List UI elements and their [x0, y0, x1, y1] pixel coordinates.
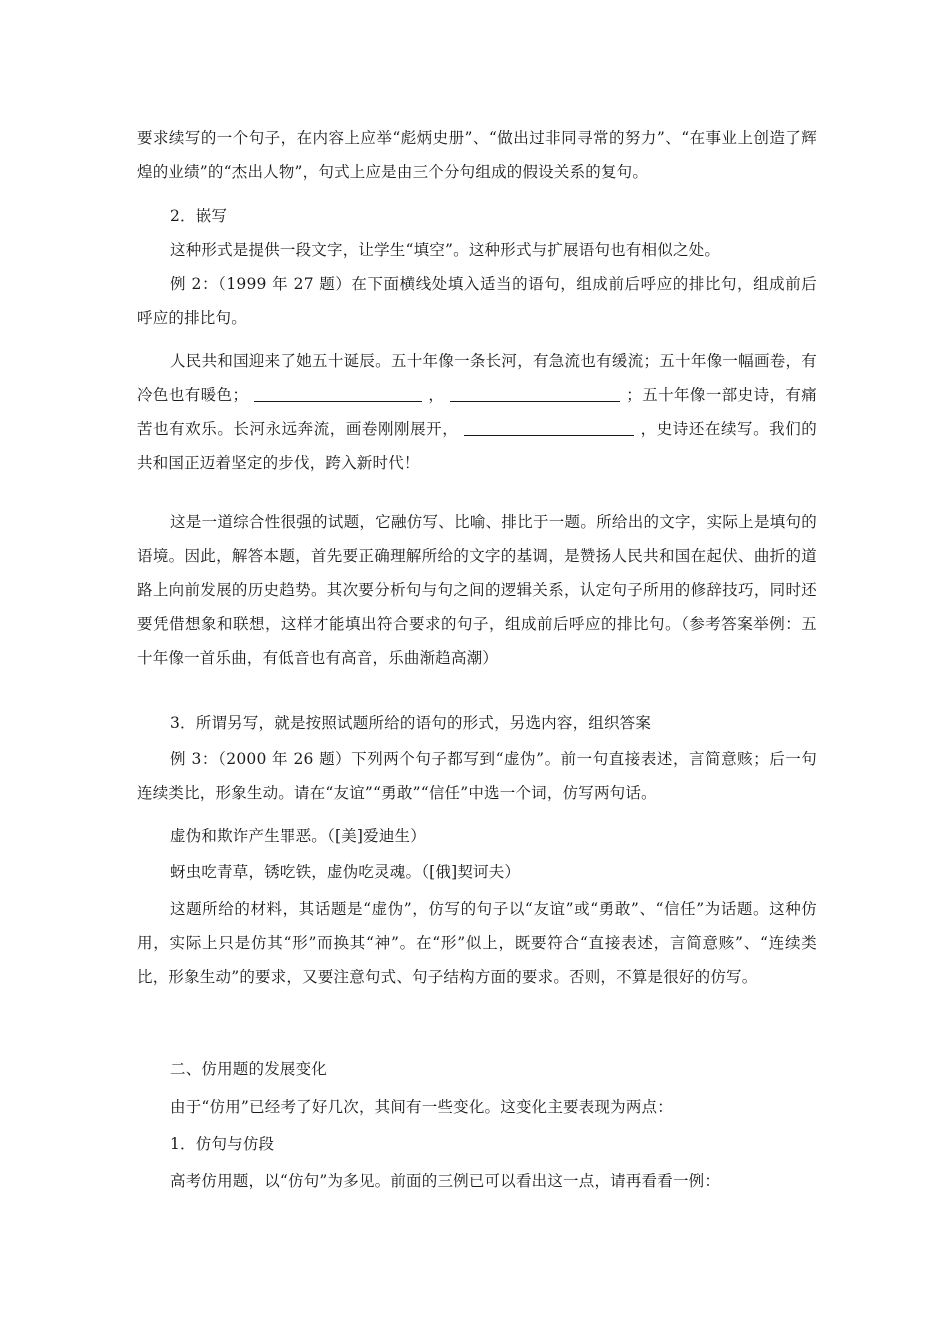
quote-chekhov: 蚜虫吃青草，锈吃铁，虚伪吃灵魂。（[俄]契诃夫）: [170, 863, 521, 881]
passage-text-3: ，史诗还在续写。我们的共和国正迈着坚定的步伐，跨入新时代！: [137, 420, 817, 472]
paragraph-embedding-description: 这种形式是提供一段文字，让学生“填空”。这种形式与扩展语句也有相似之处。: [170, 241, 721, 259]
fill-blank-1: [254, 400, 422, 402]
fill-blank-2: [450, 400, 620, 402]
passage-comma: ，: [428, 386, 445, 404]
quote-edison: 虚伪和欺诈产生罪恶。（[美]爱迪生）: [170, 827, 426, 845]
paragraph-changes-intro: 由于“仿用”已经考了好几次，其间有一些变化。这变化主要表现为两点：: [170, 1098, 673, 1116]
passage-text-1: 人民共和国迎来了她五十诞辰。五十年像一条长河，有急流也有缓流；五十年像一幅画卷，有冷色也有暖色；: [137, 352, 817, 404]
paragraph-analysis-example-2: 这是一道综合性很强的试题，它融仿写、比喻、排比于一题。所给出的文字，实际上是填句的语境。因此，解答本题，首先要正确理解所给的文字的基调，是赞扬人民共和国在起伏、曲折的道路上向前发展的历史趋势。其次要分析句与句之间的逻辑关系，认定句子所用的修辞技巧，同时还要凭借想象和联想，这样才能填出符合要求的句子，组成前后呼应的排比句。（参考答案举例：五十年像一首乐曲，有低音也有高音，乐曲渐趋高潮）: [137, 513, 817, 667]
section-heading-rewrite: 3．所谓另写，就是按照试题所给的语句的形式，另选内容，组织答案: [170, 714, 652, 732]
paragraph-fill-in-passage: [137, 344, 817, 480]
paragraph-imitation-common: 高考仿用题，以“仿句”为多见。前面的三例已可以看出这一点，请再看看一例：: [170, 1172, 721, 1190]
paragraph-continuation: 要求续写的一个句子，在内容上应举“彪炳史册”、“做出过非同寻常的努力”、“在事业上创造了辉煌的业绩”的“杰出人物”，句式上应是由三个分句组成的假设关系的复句。: [137, 129, 817, 181]
paragraph-example-2: 例 2：（1999 年 27 题）在下面横线处填入适当的语句，组成前后呼应的排比句，组成前后呼应的排比句。: [137, 275, 817, 327]
paragraph-example-3: 例 3：（2000 年 26 题）下列两个句子都写到“虚伪”。前一句直接表述，言简意赅；后一句连续类比，形象生动。请在“友谊”“勇敢”“信任”中选一个词，仿写两句话。: [137, 750, 817, 802]
section-heading-sentence-paragraph: 1．仿句与仿段: [170, 1135, 275, 1153]
paragraph-analysis-example-3: 这题所给的材料，其话题是“虚伪”，仿写的句子以“友谊”或“勇敢”、“信任”为话题。这种仿用，实际上只是仿其“形”而换其“神”。在“形”似上，既要符合“直接表述，言简意赅”、“连续类比，形象生动”的要求，又要注意句式、句子结构方面的要求。否则，不算是很好的仿写。: [137, 900, 817, 986]
section-heading-embedding: 2．嵌写: [170, 207, 228, 225]
fill-blank-3: [464, 434, 634, 436]
section-heading-development: 二、仿用题的发展变化: [170, 1060, 328, 1078]
passage-text-2: ；五十年像一部史诗，有痛苦也有欢乐。长河永远奔流，画卷刚刚展开，: [137, 386, 818, 438]
